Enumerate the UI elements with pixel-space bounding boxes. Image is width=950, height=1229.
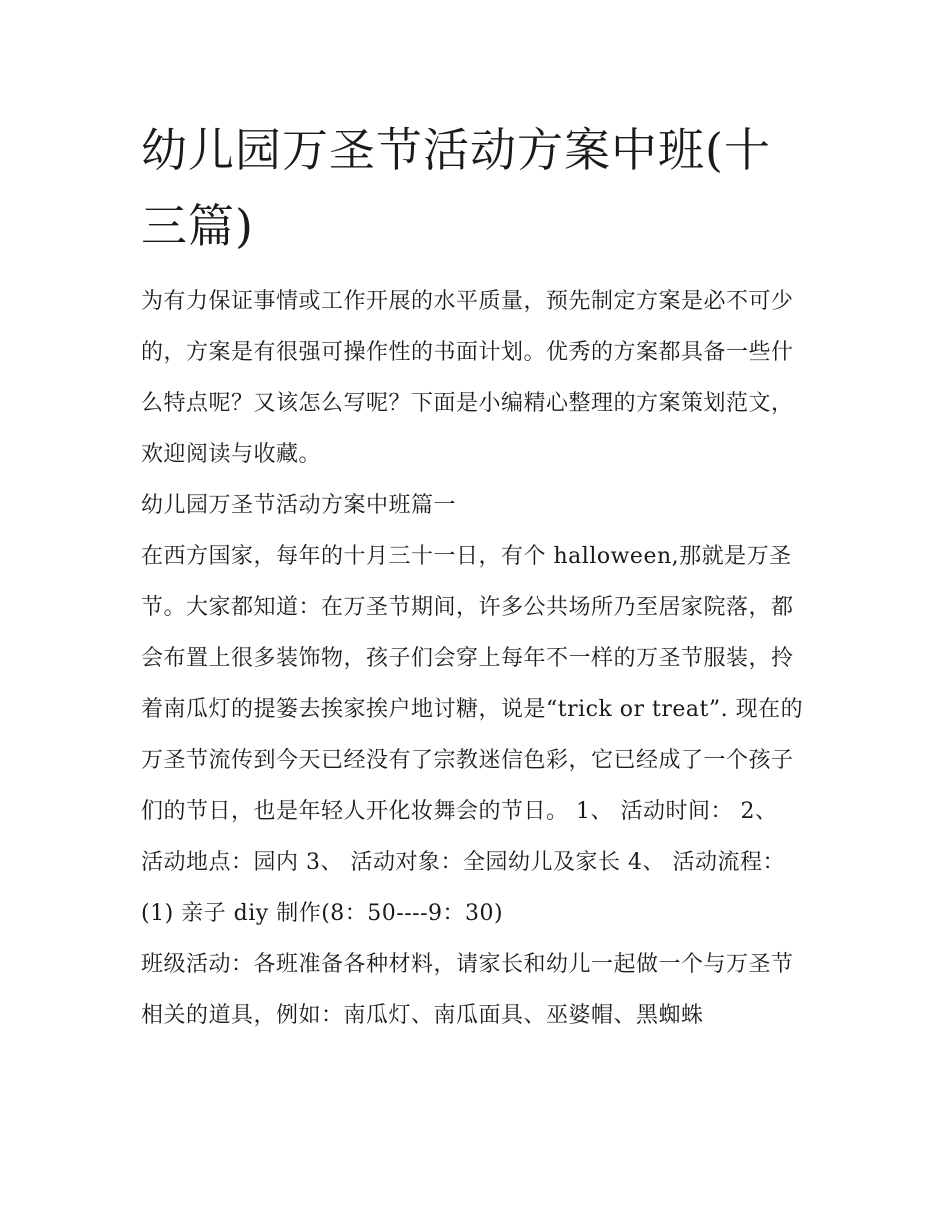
- section-heading: 幼儿园万圣节活动方案中班篇一: [141, 493, 457, 518]
- background-paragraph: 在西方国家，每年的十月三十一日，有个 halloween,那就是万圣节。大家都知道：在万圣节期间，许多公共场所乃至居家院落，都会布置上很多装饰物，孩子们会穿上每年不一样的万圣节服装，拎着南瓜灯的提篓去挨家挨户地讨糖，说是“trick or treat”. 现在的万圣节流传到今天已经没有了宗教迷信色彩，它已经成了一个孩子们的节日，也是年轻人开化妆舞会的节日。 1、 活动时间： 2、: [141, 544, 804, 824]
- intro-paragraph: 为有力保证事情或工作开展的水平质量，预先制定方案是必不可少的，方案是有很强可操作性的书面计划。优秀的方案都具备一些什么特点呢？又该怎么写呢？下面是小编精心整理的方案策划范文，欢迎阅读与收藏。: [141, 289, 794, 467]
- activity-details-paragraph: 活动地点：园内 3、 活动对象：全园幼儿及家长 4、 活动流程： (1) 亲子 diy 制作(8：50----9：30): [141, 850, 785, 926]
- document-title: 幼儿园万圣节活动方案中班(十三篇): [141, 123, 771, 253]
- class-activity-paragraph: 班级活动：各班准备各种材料，请家长和幼儿一起做一个与万圣节相关的道具，例如：南瓜灯、南瓜面具、巫婆帽、黑蜘蛛: [141, 952, 794, 1028]
- document-body: [141, 112, 813, 1041]
